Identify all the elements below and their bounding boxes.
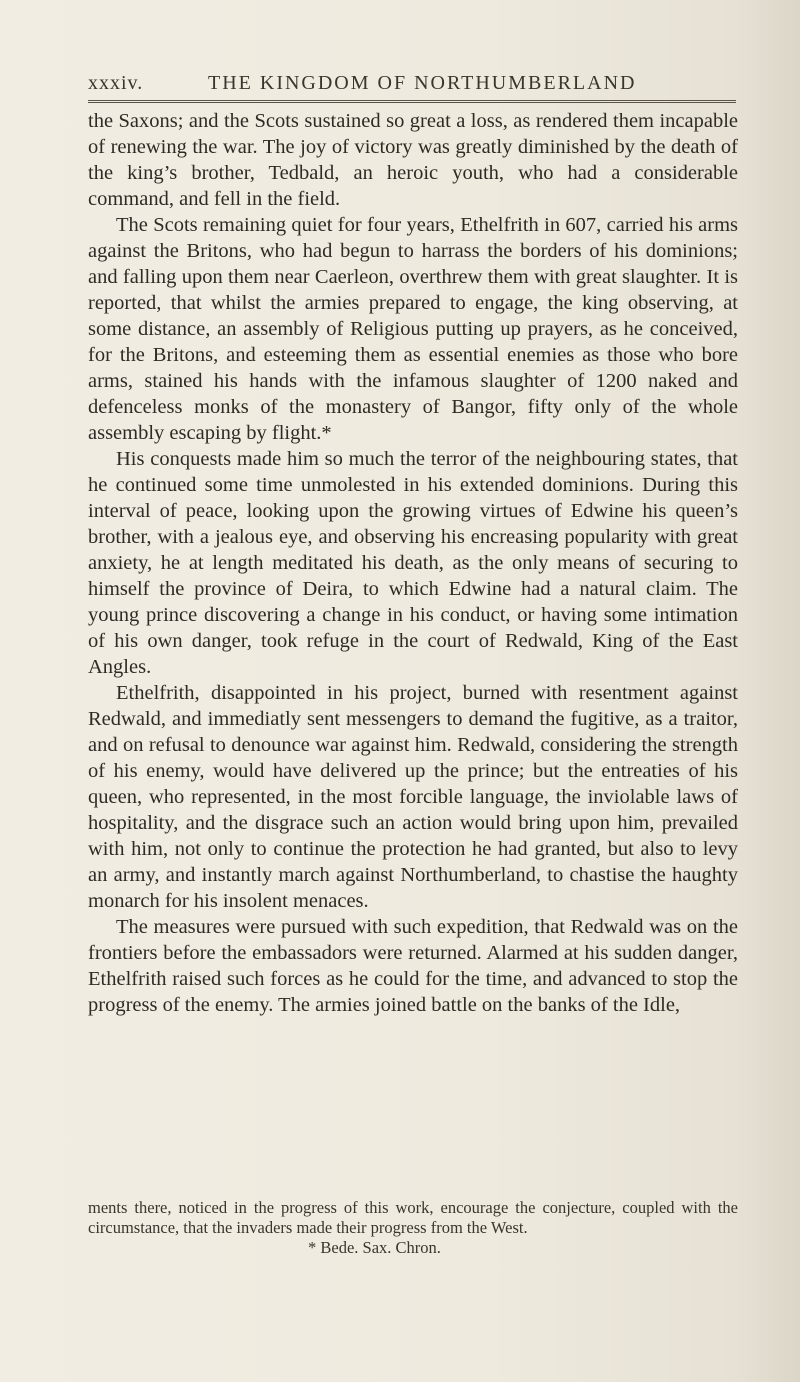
paragraph: His conquests made him so much the terror of the neighbouring states, that he continued some time unmolested in his extended dominions. During this interval of peace, looking upon the growing virtues of Edwine his queen’s brother, with a jealous eye, and observing his encreasing popularity with great anxiety, he at length meditated his death, as the only means of securing to himself the province of Deira, to which Edwine had a natural claim. The young prince discovering a change in his conduct, or having some intimation of his own danger, took refuge in the court of Redwald, King of the East Angles. (88, 448, 738, 678)
paragraph: the Saxons; and the Scots sustained so great a loss, as rendered them incapable of renewing the war. The joy of victory was greatly diminished by the death of the king’s brother, Tedbald, an heroic youth, who had a considerable command, and fell in the field. (88, 110, 738, 210)
body-text (88, 108, 738, 1018)
header-rule (88, 100, 736, 103)
footnote (88, 1198, 738, 1258)
running-head (88, 72, 728, 102)
chapter-title: THE KINGDOM OF NORTHUMBERLAND (208, 72, 637, 94)
paragraph: The Scots remaining quiet for four years, Ethelfrith in 607, carried his arms against the Britons, who had begun to harrass the borders of his dominions; and falling upon them near Caerleon, overthrew them with great slaughter. It is reported, that whilst the armies prepared to engage, the king observing, at some distance, an assembly of Religious putting up prayers, as he conceived, for the Britons, and esteeming them as essential enemies as those who bore arms, stained his hands with the infamous slaughter of 1200 naked and defenceless monks of the monastery of Bangor, fifty only of the whole assembly escaping by flight.* (88, 214, 738, 444)
footnote-reference: * Bede. Sax. Chron. (308, 1238, 441, 1257)
footnote-continuation: ments there, noticed in the progress of this work, encourage the conjecture, coupled with the circumstance, that the invaders made their progress from the West. (88, 1198, 738, 1237)
paragraph: The measures were pursued with such expedition, that Redwald was on the frontiers before the embassadors were returned. Alarmed at his sudden danger, Ethelfrith raised such forces as he could for the time, and advanced to stop the progress of the enemy. The armies joined battle on the banks of the Idle, (88, 916, 738, 1016)
paragraph: Ethelfrith, disappointed in his project, burned with resentment against Redwald, and immediatly sent messengers to demand the fugitive, as a traitor, and on refusal to denounce war against him. Redwald, considering the strength of his enemy, would have delivered up the prince; but the entreaties of his queen, who represented, in the most forcible language, the inviolable laws of hospitality, and the disgrace such an action would bring upon him, prevailed with him, not only to continue the protection he had granted, but also to levy an army, and instantly march against Northumberland, to chastise the haughty monarch for his insolent menaces. (88, 682, 738, 912)
page-number: xxxiv. (88, 72, 144, 94)
